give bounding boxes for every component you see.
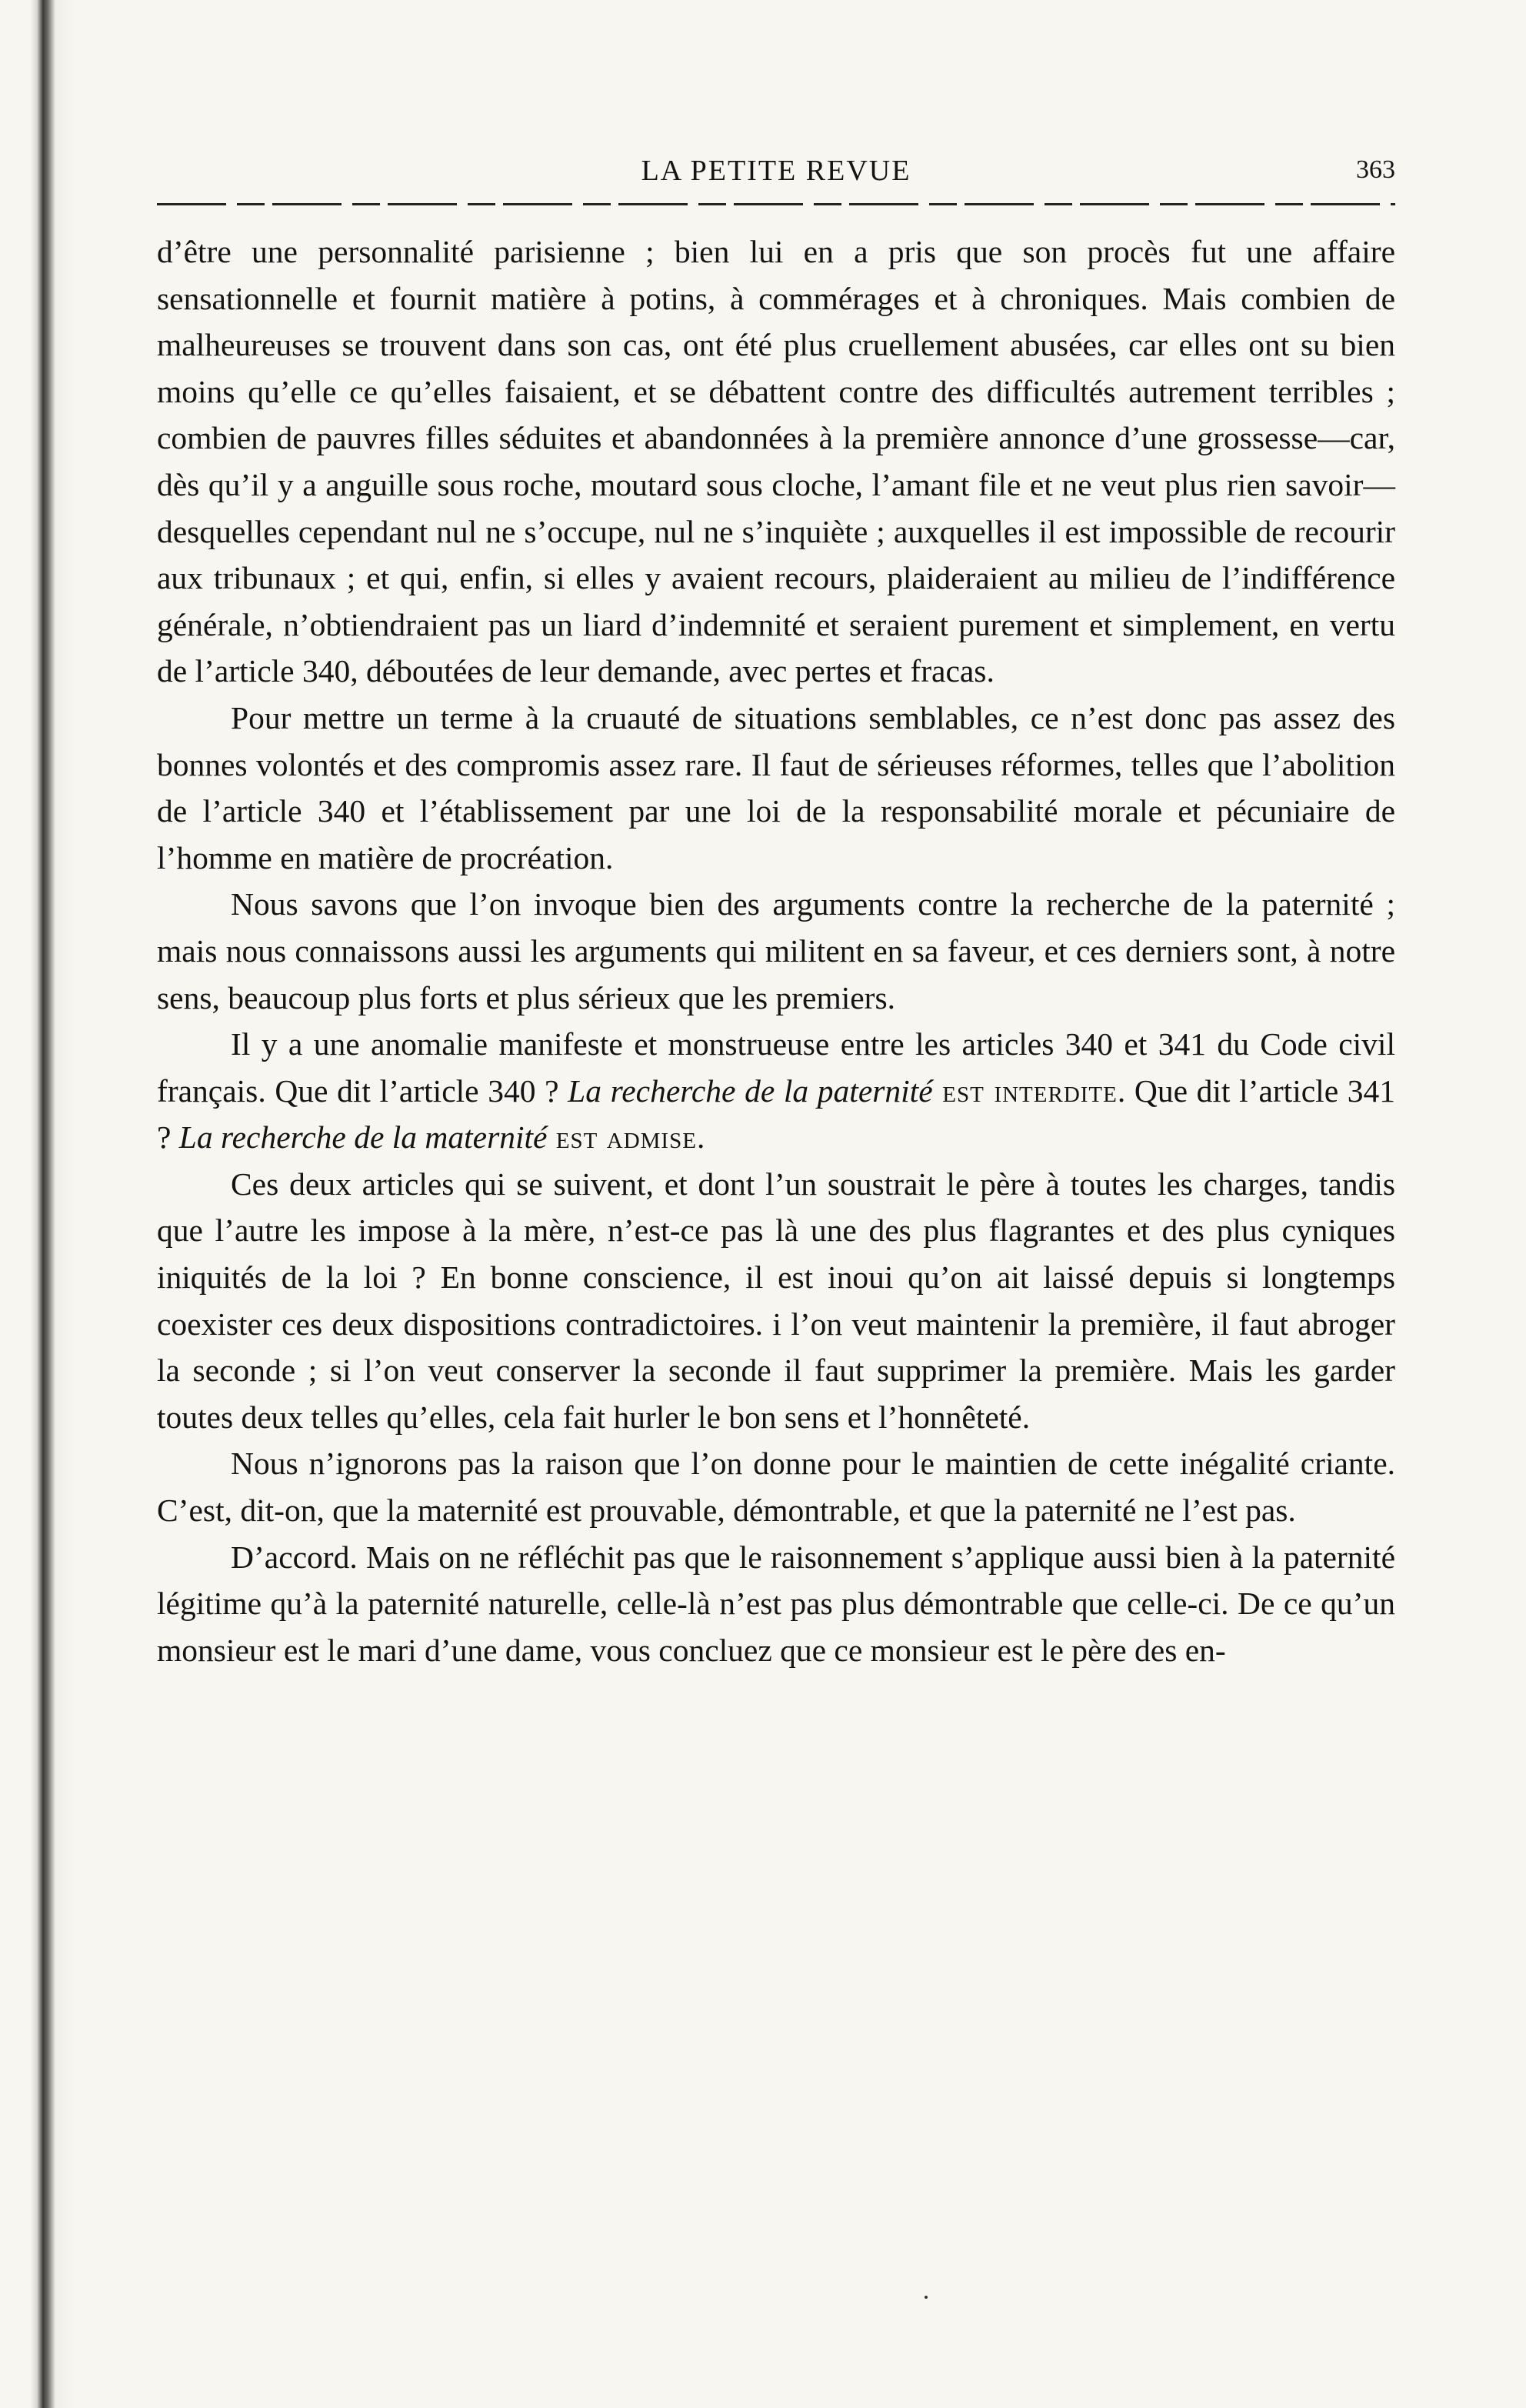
italic-text: La recherche de la paternité — [568, 1072, 933, 1109]
printer-speck — [925, 2296, 928, 2299]
header-rule — [157, 203, 1395, 205]
text-run: Nous savons que l’on invoque bien des arguments contre la recherche de la paternité ; mais nous connaissons aussi les arguments qui militent en sa faveur, et ces derniers sont, à notre sens, beaucoup plus forts et plus sérieux que les premiers. — [157, 886, 1395, 1016]
running-title: LA PETITE REVUE — [641, 155, 911, 187]
text-run: Pour mettre un terme à la cruauté de situations semblables, ce n’est donc pas assez des bonnes volontés et des compromis assez rare. Il faut de sérieuses réformes, telles que l’abolition de l’article 340 et l’établissement par une loi de la responsabilité morale et pécuniaire de l’homme en matière de procréation. — [157, 699, 1395, 875]
small-caps-text: est interdite — [932, 1072, 1118, 1109]
text-run: d’être une personnalité parisienne ; bien lui en a pris que son procès fut une affaire sensationnelle et fournit matière à potins, à commérages et à chroniques. Mais combien de malheureuses se trouvent dans son cas, ont été plus cruellement abusées, car elles ont su bien moins qu’elle ce qu’elles faisaient, et se débattent contre des difficultés autrement terribles ; combien de pauvres filles séduites et abandonnées à la première annonce d’une grossesse—car, dès qu’il y a anguille sous roche, moutard sous cloche, l’amant file et ne veut plus rien savoir—desquelles cependant nul ne s’occupe, nul ne s’inquiète ; auxquelles il est impossible de recourir aux tribunaux ; et qui, enfin, si elles y avaient recours, plaideraient au milieu de l’indifférence générale, n’obtiendraient pas un liard d’indemnité et seraient purement et simplement, en vertu de l’article 340, déboutées de leur demande, avec pertes et fracas. — [157, 234, 1395, 689]
running-header — [157, 154, 1395, 203]
text-run: . — [696, 1119, 705, 1156]
paragraph — [157, 881, 1395, 1021]
paragraph — [157, 1021, 1395, 1161]
text-run: D’accord. Mais on ne réfléchit pas que le raisonnement s’applique aussi bien à la paternité légitime qu’à la paternité naturelle, celle-là n’est pas plus démontrable que celle-ci. De ce qu’un monsieur est le mari d’une dame, vous concluez que ce monsieur est le père des en- — [157, 1539, 1395, 1668]
paragraph — [157, 1440, 1395, 1533]
text-run: . Que dit l’article 341 ? — [157, 1072, 1395, 1156]
binding-edge — [29, 0, 75, 2408]
paragraph — [157, 695, 1395, 881]
page-number: 363 — [1356, 155, 1395, 184]
small-caps-text: est admise — [547, 1119, 697, 1156]
paragraph — [157, 1161, 1395, 1441]
body-text — [157, 228, 1395, 1673]
text-run: Il y a une anomalie manifeste et monstrueuse entre les articles 340 et 341 du Code civil français. Que dit l’article 340 ? — [157, 1026, 1395, 1109]
text-run: Ces deux articles qui se suivent, et dont l’un soustrait le père à toutes les charges, tandis que l’autre les impose à la mère, n’est-ce pas là une des plus flagrantes et des plus cyniques iniquités de la loi ? En bonne conscience, il est inoui qu’on ait laissé depuis si longtemps coexister ces deux dispositions contradictoires. i l’on veut maintenir la première, il faut abroger la seconde ; si l’on veut conserver la seconde il faut supprimer la première. Mais les garder toutes deux telles qu’elles, cela fait hurler le bon sens et l’honnêteté. — [157, 1166, 1395, 1435]
page — [157, 154, 1395, 1673]
paragraph — [157, 228, 1395, 695]
paragraph — [157, 1534, 1395, 1674]
text-run: Nous n’ignorons pas la raison que l’on donne pour le maintien de cette inégalité criante. C’est, dit-on, que la maternité est prouvable, démontrable, et que la paternité ne l’est pas. — [157, 1446, 1395, 1529]
italic-text: La recherche de la maternité — [178, 1119, 548, 1156]
